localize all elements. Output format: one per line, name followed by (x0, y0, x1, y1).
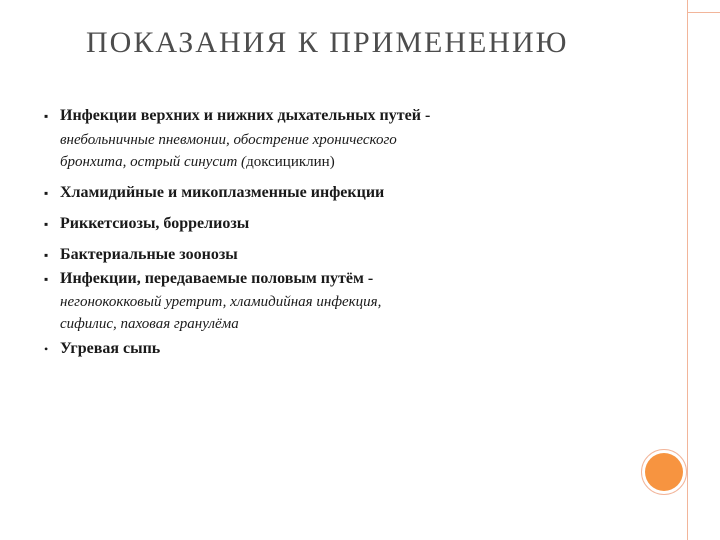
item-subtext-end: ) (329, 154, 335, 170)
item-subtext: бронхита, острый синусит ( (60, 154, 247, 170)
bullet-icon: ▪ (44, 186, 49, 200)
list-item (40, 104, 640, 173)
orange-circle-icon (645, 453, 683, 491)
item-subtext: негонококковый уретрит, хламидийная инфекция, (60, 294, 382, 310)
bullet-icon: ▪ (44, 217, 49, 231)
bullet-list (40, 104, 640, 368)
item-text: Бактериальные зоонозы (60, 246, 238, 263)
bullet-icon: ▪ (44, 109, 49, 123)
item-subtext: сифилис, паховая гранулёма (60, 316, 239, 332)
item-subtext: внебольничные пневмонии, обострение хронического (60, 132, 397, 148)
bullet-icon: ▪ (44, 248, 49, 262)
item-text: Хламидийные и микоплазменные инфекции (60, 184, 385, 201)
item-text: Инфекции, передаваемые половым путём - (60, 270, 374, 287)
slide-title: ПОКАЗАНИЯ К ПРИМЕНЕНИЮ (86, 26, 569, 59)
bullet-icon: • (44, 342, 49, 356)
list-item (40, 267, 640, 335)
bullet-icon: ▪ (44, 272, 49, 286)
item-text: Инфекции верхних и нижних дыхательных путей - (60, 107, 431, 124)
list-item (40, 212, 640, 236)
item-text: Угревая сыпь (60, 340, 161, 357)
list-item (40, 243, 640, 267)
list-item (40, 337, 640, 361)
list-item (40, 181, 640, 205)
drug-name: доксициклин (246, 154, 330, 170)
item-text: Риккетсиозы, боррелиозы (60, 215, 250, 232)
slide-border-horizontal (687, 12, 720, 13)
slide-border-vertical (687, 0, 688, 540)
decorative-circle (641, 449, 687, 495)
